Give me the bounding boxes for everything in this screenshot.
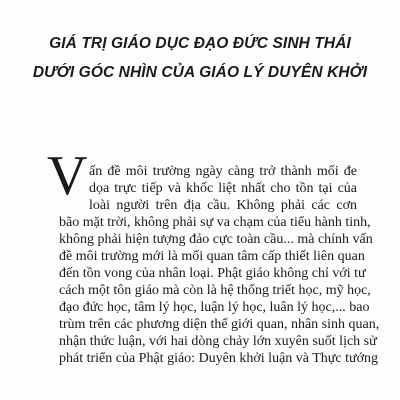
body-text-line: loài người trên địa cầu. Không phải các cơn <box>89 198 357 213</box>
body-text-line: không phải hiện tượng đảo cực toàn cầu... mà chính vấn <box>59 232 373 247</box>
body-text-line: ấn đề môi trường ngày càng trở thành mối đe <box>89 164 357 179</box>
chapter-title-line-2: DƯỚI GÓC NHÌN CỦA GIÁO LÝ DUYÊN KHỞI <box>32 64 368 81</box>
drop-cap: V <box>47 145 88 207</box>
chapter-title-line-1: GIÁ TRỊ GIÁO DỤC ĐẠO ĐỨC SINH THÁI <box>49 35 351 52</box>
body-text-line: đến tồn vong của nhân loại. Phật giáo không chỉ với tư <box>59 266 366 281</box>
body-text-line: bão mặt trời, không phải sự va chạm của tiểu hành tinh, <box>59 215 371 230</box>
body-text-line: đạo đức học, tâm lý học, luận lý học, luân lý học,... bao <box>59 300 370 315</box>
body-text-line: dọa trực tiếp và khốc liệt nhất cho tồn tại của <box>89 181 357 196</box>
body-text-line: trùm trên các phương diện thế giới quan, nhân sinh quan, <box>59 317 380 332</box>
body-text-line: phát triển của Phật giáo: Duyên khởi luận và Thực tướng <box>59 351 378 366</box>
body-text-line: cách một tôn giáo mà còn là hệ thống triết học, mỹ học, <box>59 283 371 298</box>
body-text-line: đề môi trường mới là mối quan tâm cấp thiết liên quan <box>59 249 365 264</box>
body-text-line: nhận thức luận, với hai dòng chảy lớn xuyên suốt lịch sử <box>59 334 377 349</box>
